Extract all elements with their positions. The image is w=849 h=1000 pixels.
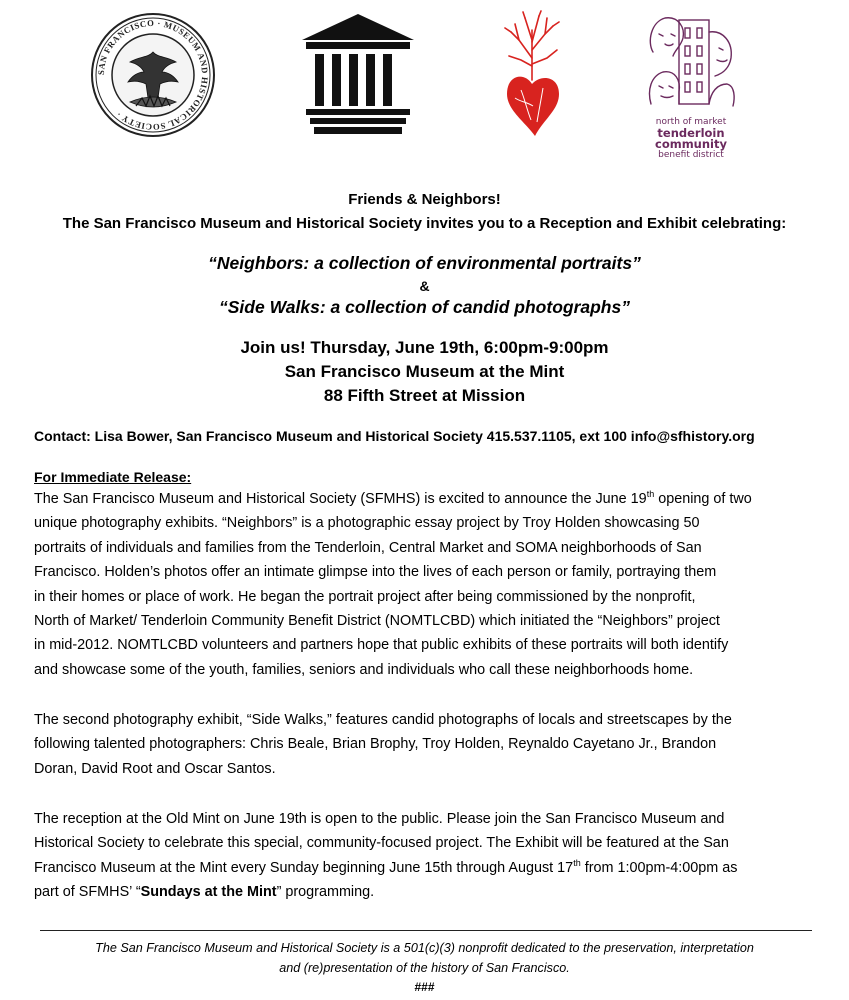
text-run: ” programming. (276, 884, 375, 901)
footer-line-1: The San Francisco Museum and Historical Society is a 501(c)(3) nonprofit dedicated to the preservation, interpretation (95, 941, 754, 955)
paragraph-line: North of Market/ Tenderloin Community Benefit District (NOMTLCBD) which initiated the “Neighbors” project (34, 613, 720, 630)
text-run: The San Francisco Museum and Historical Society (SFMHS) is excited to announce the June 19 (34, 491, 647, 507)
museum-temple-logo (302, 14, 414, 136)
text-run: part of SFMHS’ “ (34, 884, 141, 901)
text-run: from 1:00pm-4:00pm as (580, 859, 738, 876)
nomtl-line-2: tenderloin (657, 126, 725, 140)
paragraph-line (34, 856, 824, 880)
paragraph-line: Francisco. Holden’s photos offer an intimate glimpse into the lives of each person or family, portraying them (34, 564, 717, 581)
nomtl-line-4: benefit district (658, 150, 724, 160)
release-heading: For Immediate Release: (34, 469, 192, 485)
nomtl-line-1: north of market (655, 117, 727, 127)
contact-line: Contact: Lisa Bower, San Francisco Museum and Historical Society 415.537.1105, ext 100 info@sfhistory.org (34, 428, 755, 444)
paragraph-line: The reception at the Old Mint on June 19th is open to the public. Please join the San Francisco Museum and (34, 811, 725, 827)
faces-building-icon (645, 12, 737, 110)
seal-ring-text: SAN FRANCISCO · MUSEUM AND HISTORICAL SOCIETY · (95, 17, 211, 133)
anatomical-heart-tree-logo (497, 10, 567, 138)
superscript: th (646, 489, 655, 500)
paragraph-line: following talented photographers: Chris Beale, Brian Brophy, Troy Holden, Reynaldo Cayetano Jr., Brandon (34, 736, 717, 753)
footer-line-2: and (re)presentation of the history of San Francisco. (279, 961, 570, 975)
invitation-heading: The San Francisco Museum and Historical Society invites you to a Reception and Exhibit celebrating: (62, 215, 787, 232)
exhibit-title-side-walks: “Side Walks: a collection of candid photographs” (219, 297, 630, 317)
bold-program-name: Sundays at the Mint (140, 884, 277, 901)
paragraph-line: Historical Society to celebrate this special, community-focused project. The Exhibit will be featured at the San (34, 835, 729, 852)
event-date-line: Join us! Thursday, June 19th, 6:00pm-9:00pm (240, 338, 609, 357)
sfmhs-seal-logo (90, 12, 216, 138)
paragraph-line (34, 487, 824, 511)
paragraph-line (34, 880, 824, 904)
footer-divider (40, 930, 812, 931)
nomtl-line-3: community (655, 137, 727, 151)
superscript: th (573, 858, 581, 869)
end-mark: ### (414, 980, 435, 994)
exhibit-title-neighbors: “Neighbors: a collection of environmental portraits” (208, 253, 641, 273)
paragraph-line: Doran, David Root and Oscar Santos. (34, 760, 276, 777)
release-paragraph-3 (34, 807, 824, 905)
paragraph-line: in their homes or place of work. He began the portrait project after being commissioned by the nonprofit, (34, 588, 696, 605)
release-paragraph-1 (34, 487, 824, 682)
paragraph-line: The second photography exhibit, “Side Walks,” features candid photographs of locals and streetscapes by the (34, 712, 732, 728)
event-address: 88 Fifth Street at Mission (323, 386, 526, 405)
paragraph-line: in mid-2012. NOMTLCBD volunteers and partners hope that public exhibits of these portraits will both identify (34, 637, 729, 654)
greeting-heading: Friends & Neighbors! (348, 191, 501, 208)
nomtl-cbd-logo (645, 12, 737, 162)
heart-icon (507, 77, 559, 136)
event-venue: San Francisco Museum at the Mint (284, 362, 565, 381)
paragraph-line: unique photography exhibits. “Neighbors” is a photographic essay project by Troy Holden showcasing 50 (34, 515, 700, 532)
text-run: opening of two (654, 491, 752, 507)
paragraph-line: portraits of individuals and families from the Tenderloin, Central Market and SOMA neighborhoods of San (34, 539, 702, 556)
text-run: Francisco Museum at the Mint every Sunday beginning June 15th through August 17 (34, 859, 574, 876)
release-paragraph-2 (34, 708, 824, 781)
exhibit-ampersand: & (419, 278, 430, 294)
paragraph-line: and showcase some of the youth, families, seniors and individuals who call these neighborhoods home. (34, 661, 694, 678)
